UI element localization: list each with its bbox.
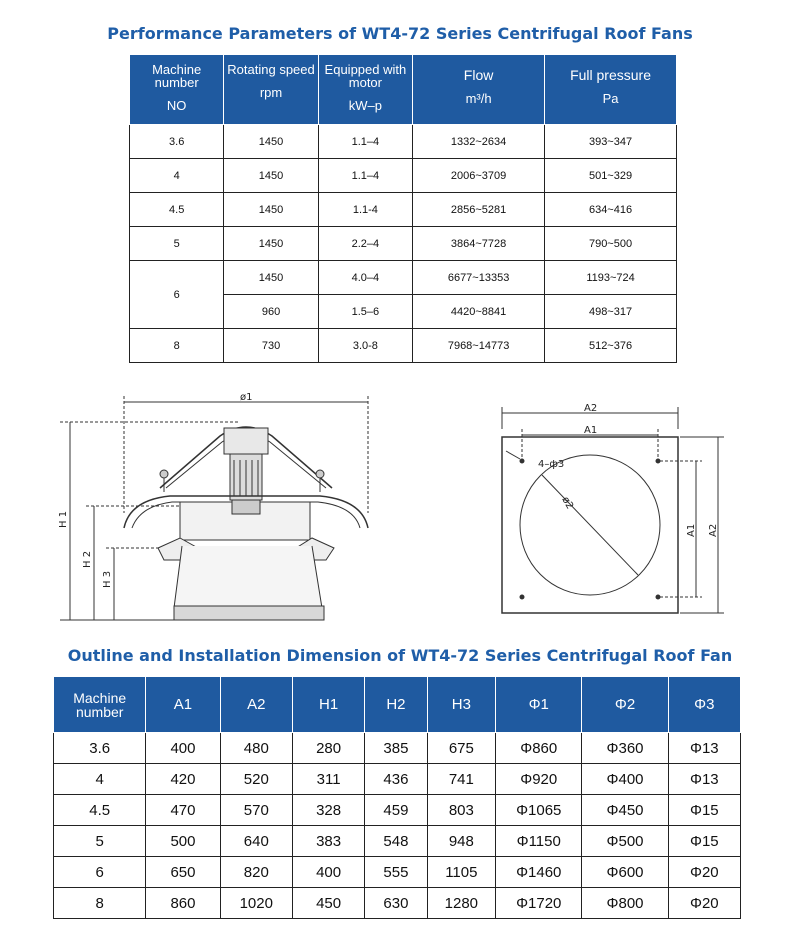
cell: 1020: [220, 888, 292, 919]
cell: 630: [365, 888, 427, 919]
cell: 741: [427, 764, 495, 795]
cell: 803: [427, 795, 495, 826]
mount-hole: [656, 459, 660, 463]
cell: Φ15: [668, 795, 740, 826]
cell: 520: [220, 764, 292, 795]
header-machine-number: [130, 55, 224, 125]
table-row: [130, 159, 677, 193]
cell-motor: 3.0-8: [318, 329, 412, 363]
cell-no: 5: [130, 227, 224, 261]
header-a2: A2: [220, 677, 292, 733]
cell-speed: 960: [224, 295, 318, 329]
header-line: Rotating speed: [227, 62, 315, 77]
cell: 820: [220, 857, 292, 888]
cell: Φ20: [668, 888, 740, 919]
phi1-label: ø1: [240, 392, 253, 403]
cell-motor: 1.1–4: [318, 159, 412, 193]
cell: 459: [365, 795, 427, 826]
h2-label: H 2: [82, 550, 93, 568]
lifting-bolt: [160, 470, 168, 478]
cell-no: 6: [130, 261, 224, 329]
cell: 4: [54, 764, 146, 795]
cell-motor: 1.1–4: [318, 125, 412, 159]
a2-top-label: A2: [584, 403, 598, 414]
cell: 948: [427, 826, 495, 857]
mount-hole: [656, 595, 660, 599]
header-line: Flow: [463, 67, 494, 83]
table-row: [130, 125, 677, 159]
cell: 860: [146, 888, 220, 919]
cell: Φ1150: [496, 826, 582, 857]
cell-no: 3.6: [130, 125, 224, 159]
leader-line: [506, 451, 520, 459]
header-h2: H2: [365, 677, 427, 733]
cell-speed: 1450: [224, 159, 318, 193]
table-row: [54, 795, 741, 826]
cell-speed: 730: [224, 329, 318, 363]
cell: 450: [292, 888, 364, 919]
cell-flow: 2856~5281: [413, 193, 545, 227]
cell: Φ800: [582, 888, 668, 919]
fan-side-elevation-drawing: [50, 388, 370, 628]
cell: 5: [54, 826, 146, 857]
header-h1: H1: [292, 677, 364, 733]
table-row: [54, 857, 741, 888]
cell-pressure: 790~500: [545, 227, 677, 261]
cell: Φ13: [668, 733, 740, 764]
diameter-line: [542, 475, 638, 575]
performance-title: Performance Parameters of WT4-72 Series Centrifugal Roof Fans: [107, 24, 693, 43]
dimension-header-row: [54, 677, 741, 733]
shaft-coupling: [232, 500, 260, 514]
cell: 650: [146, 857, 220, 888]
cell: 1105: [427, 857, 495, 888]
cell-motor: 2.2–4: [318, 227, 412, 261]
cell: 480: [220, 733, 292, 764]
cell: 400: [292, 857, 364, 888]
cell: 470: [146, 795, 220, 826]
cell-flow: 4420~8841: [413, 295, 545, 329]
cell: Φ450: [582, 795, 668, 826]
cell: Φ600: [582, 857, 668, 888]
dimension-title: Outline and Installation Dimension of WT4-72 Series Centrifugal Roof Fan: [67, 646, 733, 665]
cell-no: 4.5: [130, 193, 224, 227]
cell: Φ500: [582, 826, 668, 857]
cell: Φ920: [496, 764, 582, 795]
table-row: [54, 733, 741, 764]
cell: Φ860: [496, 733, 582, 764]
cell-speed: 1450: [224, 227, 318, 261]
h1-label: H 1: [58, 510, 69, 528]
dimension-table: [53, 676, 741, 919]
cell-no: 8: [130, 329, 224, 363]
base-cone: [174, 546, 322, 608]
cell-flow: 3864~7728: [413, 227, 545, 261]
cell-motor: 1.5–6: [318, 295, 412, 329]
cell: 500: [146, 826, 220, 857]
cell: 328: [292, 795, 364, 826]
cell: 385: [365, 733, 427, 764]
header-unit: kW–p: [348, 98, 382, 113]
cell: 4.5: [54, 795, 146, 826]
header-a1: A1: [146, 677, 220, 733]
h3-label: H 3: [102, 570, 113, 588]
cell-speed: 1450: [224, 125, 318, 159]
header-phi1: Φ1: [496, 677, 582, 733]
table-row: [130, 193, 677, 227]
header-unit: m³/h: [465, 91, 492, 106]
cell: 436: [365, 764, 427, 795]
cell-pressure: 501~329: [545, 159, 677, 193]
cell-pressure: 1193~724: [545, 261, 677, 295]
cell-flow: 6677~13353: [413, 261, 545, 295]
cell: 8: [54, 888, 146, 919]
header-rotating-speed: [224, 55, 318, 125]
a1-side-label: A1: [686, 523, 697, 537]
header-unit: rpm: [259, 85, 283, 100]
cell: 548: [365, 826, 427, 857]
performance-table: [129, 54, 677, 363]
performance-header-row: [130, 55, 677, 125]
cell: Φ1065: [496, 795, 582, 826]
cell-pressure: 634~416: [545, 193, 677, 227]
mount-hole: [520, 459, 524, 463]
cell-flow: 7968~14773: [413, 329, 545, 363]
table-row: [54, 826, 741, 857]
header-motor: [318, 55, 412, 125]
cell-flow: 1332~2634: [413, 125, 545, 159]
cell: Φ1720: [496, 888, 582, 919]
header-flow: [413, 55, 545, 125]
table-row: [54, 764, 741, 795]
cell: 570: [220, 795, 292, 826]
header-line: Equipped with motor: [324, 62, 407, 90]
fan-base-plan-drawing: [490, 395, 740, 625]
header-unit: NO: [166, 98, 187, 113]
cell-flow: 2006~3709: [413, 159, 545, 193]
cell: 3.6: [54, 733, 146, 764]
lifting-bolt: [316, 470, 324, 478]
header-machine-number: Machine number: [54, 677, 146, 733]
header-unit: Pa: [602, 91, 619, 106]
base-plate: [174, 606, 324, 620]
a1-top-label: A1: [584, 425, 598, 436]
cell-pressure: 393~347: [545, 125, 677, 159]
cell: Φ1460: [496, 857, 582, 888]
cell: 311: [292, 764, 364, 795]
cell: 400: [146, 733, 220, 764]
header-full-pressure: [545, 55, 677, 125]
cell: Φ15: [668, 826, 740, 857]
cell: 383: [292, 826, 364, 857]
holes-label: 4–ф3: [538, 459, 565, 470]
cell-motor: 1.1-4: [318, 193, 412, 227]
motor-top: [224, 428, 268, 454]
cell: 280: [292, 733, 364, 764]
cell: Φ400: [582, 764, 668, 795]
cell-motor: 4.0–4: [318, 261, 412, 295]
cell: 555: [365, 857, 427, 888]
header-phi2: Φ2: [582, 677, 668, 733]
cell-pressure: 498~317: [545, 295, 677, 329]
cell: Φ13: [668, 764, 740, 795]
phi2-label: ø2: [559, 495, 576, 512]
cell-no: 4: [130, 159, 224, 193]
cell: Φ360: [582, 733, 668, 764]
a2-side-label: A2: [708, 523, 719, 537]
table-row: [54, 888, 741, 919]
cell: 1280: [427, 888, 495, 919]
cell-speed: 1450: [224, 261, 318, 295]
header-h3: H3: [427, 677, 495, 733]
header-phi3: Φ3: [668, 677, 740, 733]
cell: 6: [54, 857, 146, 888]
table-row: [130, 329, 677, 363]
table-row: [130, 227, 677, 261]
cell: Φ20: [668, 857, 740, 888]
cell-pressure: 512~376: [545, 329, 677, 363]
cell-speed: 1450: [224, 193, 318, 227]
cell: 420: [146, 764, 220, 795]
cell: 640: [220, 826, 292, 857]
header-line: Machine number: [152, 62, 202, 90]
cell: 675: [427, 733, 495, 764]
header-line: Full pressure: [570, 67, 651, 83]
mount-hole: [520, 595, 524, 599]
table-row: [130, 261, 677, 295]
